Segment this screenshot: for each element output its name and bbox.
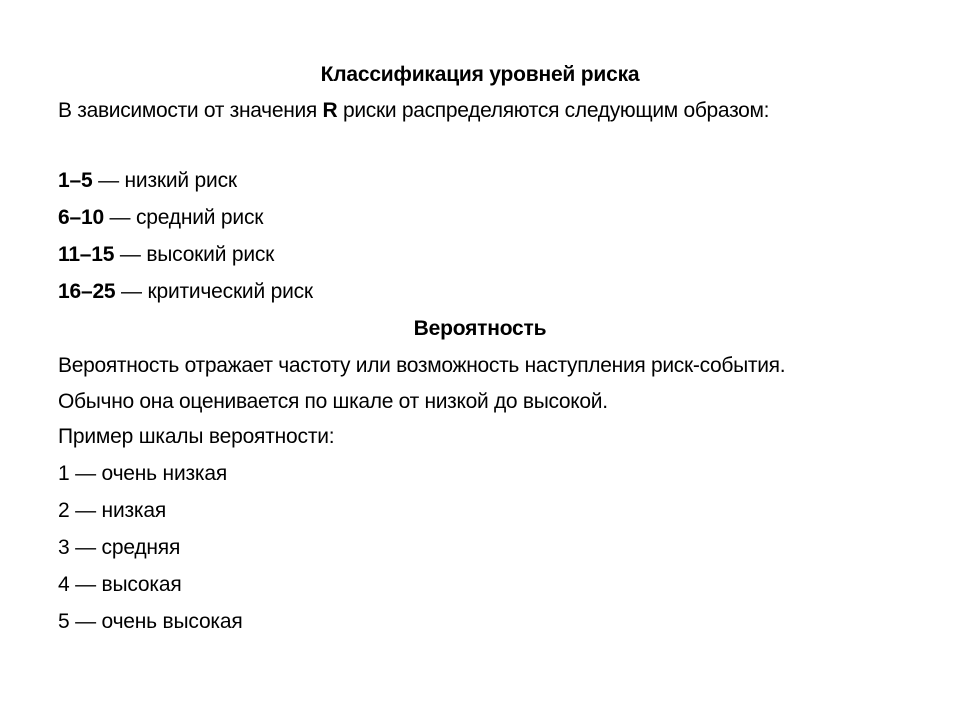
- probability-scale-item: 1 — очень низкая: [58, 462, 228, 485]
- probability-scale-item: 4 — высокая: [58, 573, 182, 596]
- intro-text-end: риски распределяются следующим образом:: [337, 99, 770, 122]
- risk-level-label: — средний риск: [103, 206, 264, 229]
- risk-intro-paragraph: [58, 93, 848, 129]
- risk-level-label: — низкий риск: [92, 169, 237, 192]
- risk-level-low: [58, 167, 237, 195]
- probability-description: Вероятность отражает частоту или возможность наступления риск-события. Обычно она оценивается по шкале от низкой до высокой.: [58, 354, 786, 413]
- section-title-risk-classification: Классификация уровней риска: [320, 63, 640, 86]
- risk-level-range: 11–15: [58, 243, 115, 266]
- intro-variable-r: R: [322, 99, 338, 122]
- probability-scale-intro: Пример шкалы вероятности:: [58, 425, 335, 448]
- risk-level-range: 6–10: [58, 206, 104, 229]
- section-title-probability: Вероятность: [413, 317, 547, 340]
- probability-scale-item: 3 — средняя: [58, 536, 181, 559]
- risk-level-label: — высокий риск: [114, 243, 275, 266]
- probability-scale-item: 5 — очень высокая: [58, 610, 243, 633]
- risk-level-critical: [58, 278, 313, 306]
- intro-text-start: В зависимости от значения: [58, 99, 323, 122]
- risk-level-high: [58, 241, 274, 269]
- probability-scale-item: 2 — низкая: [58, 499, 167, 522]
- risk-level-medium: [58, 204, 263, 232]
- risk-level-label: — критический риск: [115, 280, 313, 303]
- risk-level-range: 16–25: [58, 280, 116, 303]
- risk-level-range: 1–5: [58, 169, 93, 192]
